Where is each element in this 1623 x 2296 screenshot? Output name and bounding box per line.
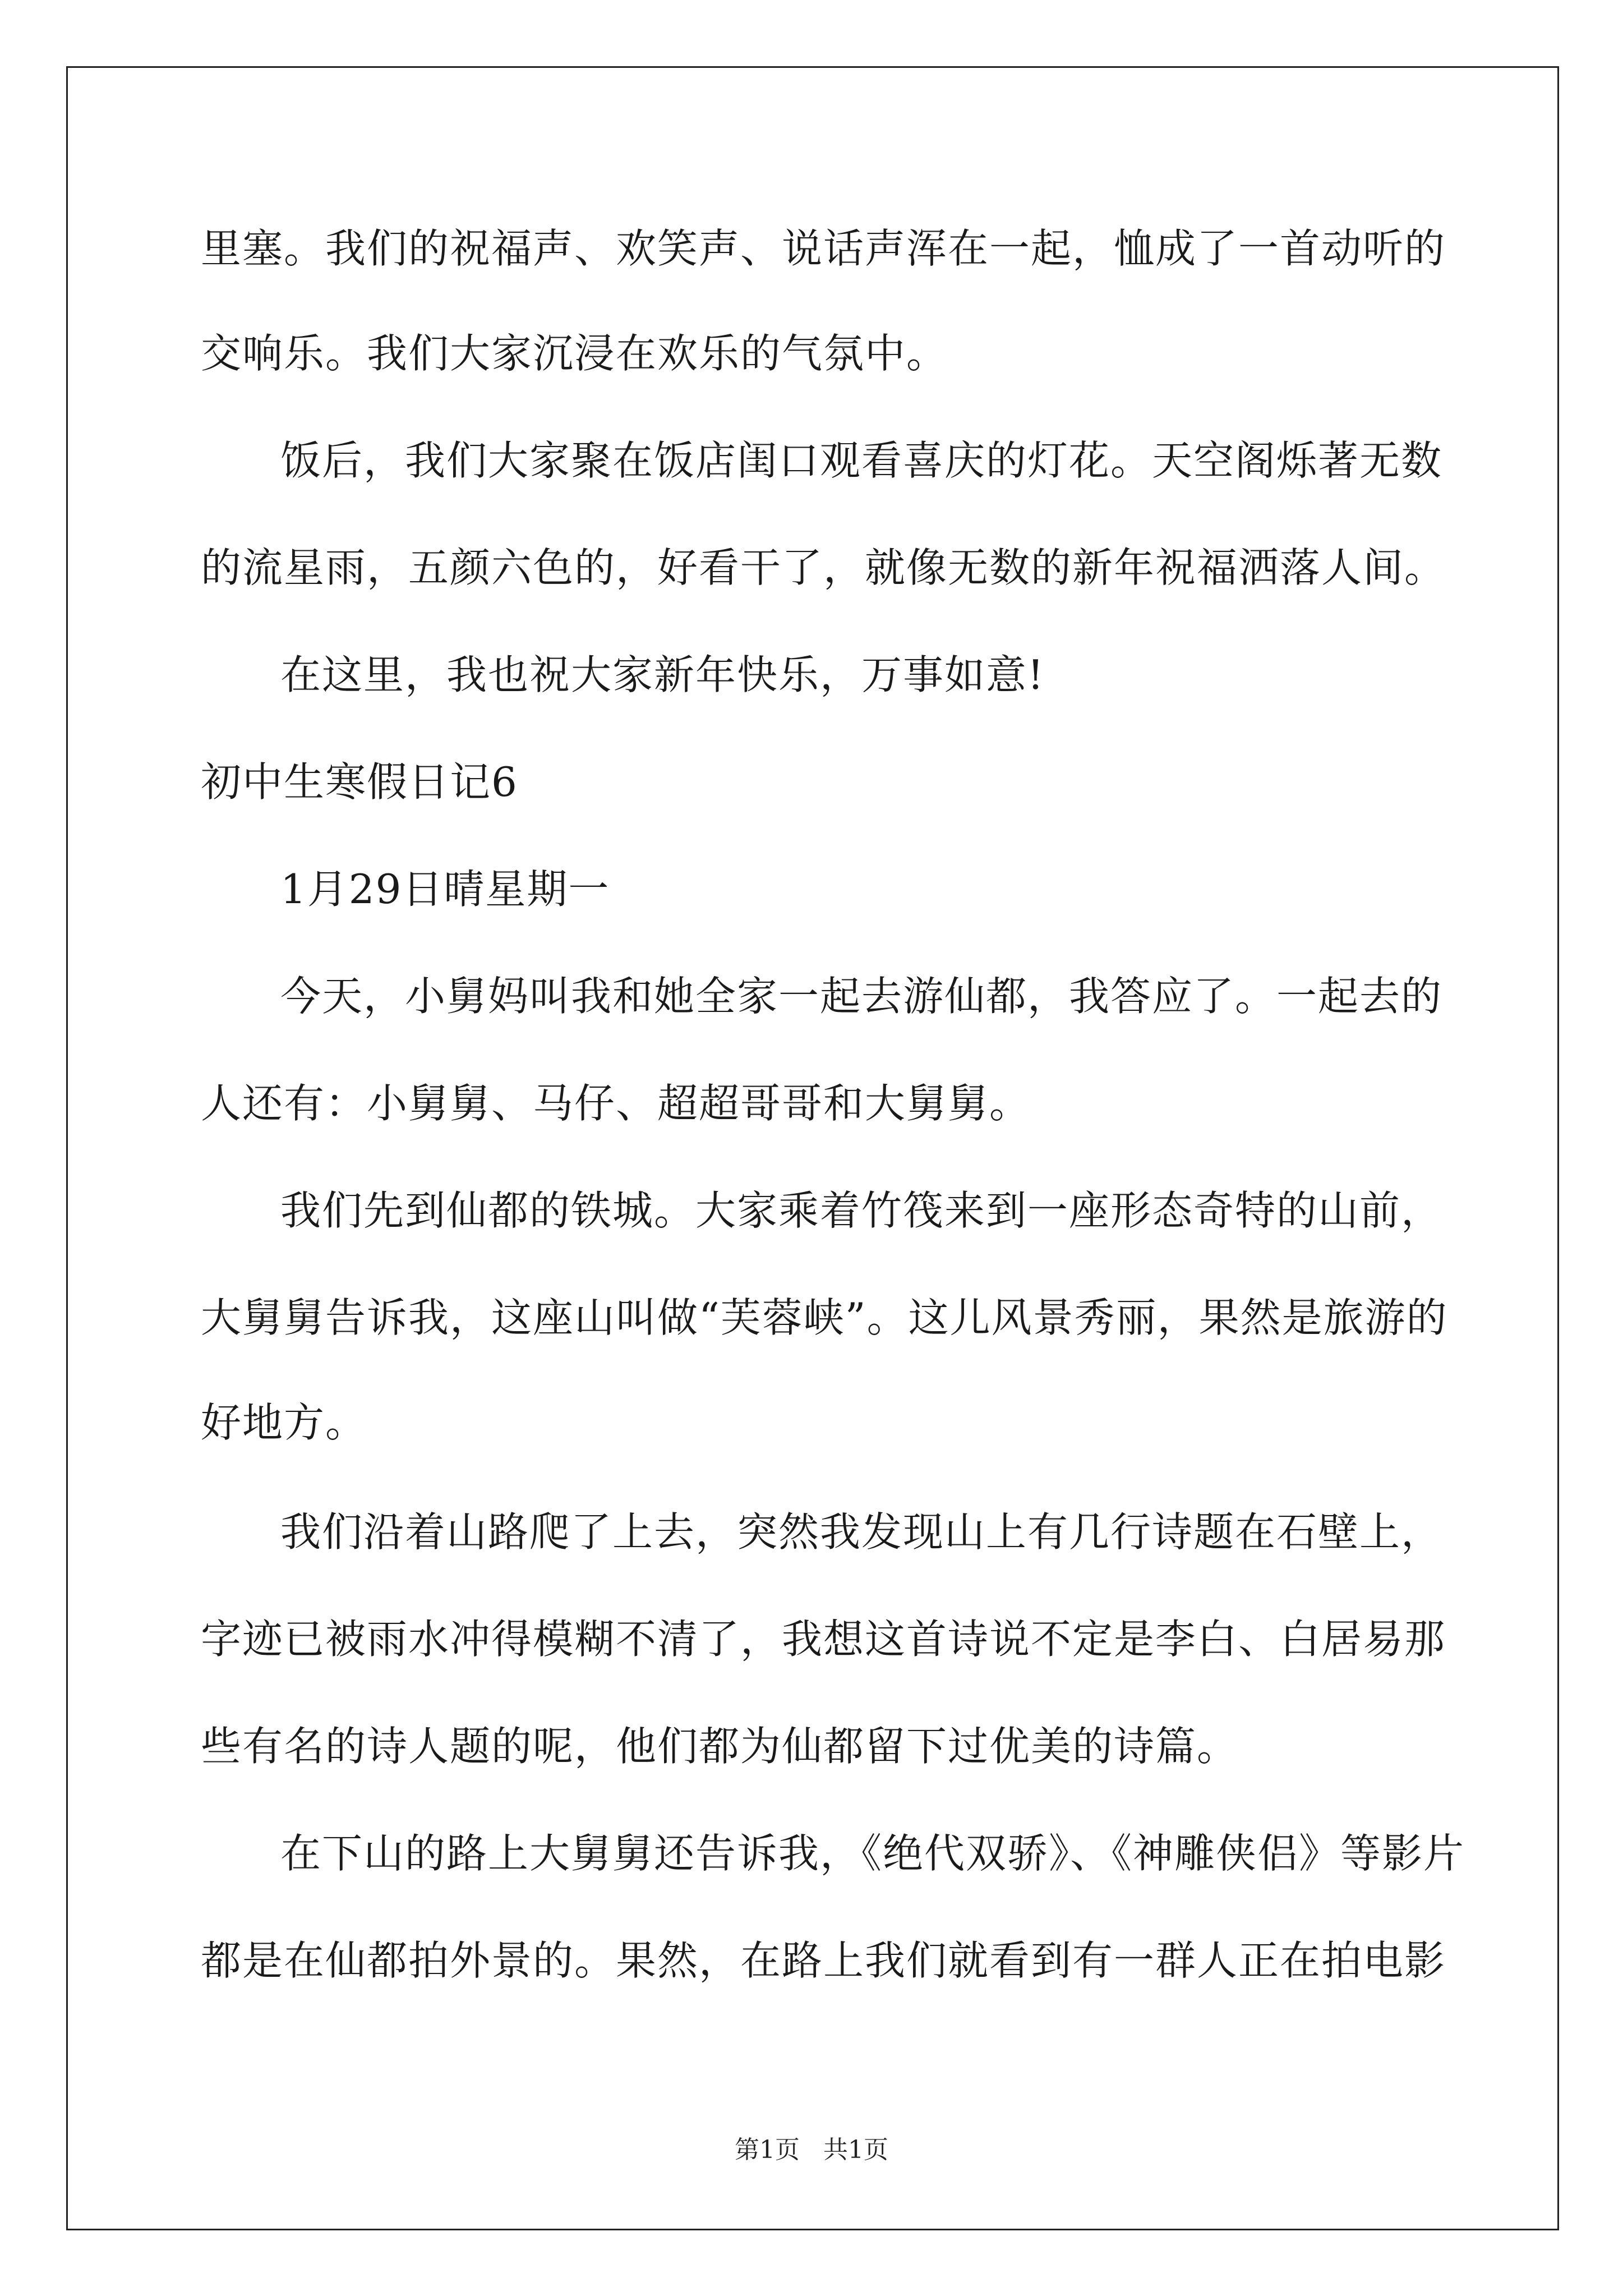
text-line-10: 我们先到仙都的铁城。大家乘着竹筏来到一座形态奇特的山前， [280, 1187, 1443, 1234]
text-line-9: 人还有：小舅舅、马仔、超超哥哥和大舅舅。 [201, 1080, 1031, 1127]
text-line-8: 今天，小舅妈叫我和她全家一起去游仙都，我答应了。一起去的 [280, 973, 1443, 1020]
text-line-2: 交响乐。我们大家沉浸在欢乐的气氛中。 [201, 330, 948, 377]
page-footer [0, 2133, 1623, 2167]
text-line-3: 饭后，我们大家聚在饭店闺口观看喜庆的灯花。天空阁烁著无数 [280, 437, 1443, 484]
page-border [66, 66, 1559, 2230]
section-heading: 初中生寒假日记6 [201, 758, 518, 806]
text-line-11: 大舅舅告诉我，这座山叫做“芙蓉峡”。这儿风景秀丽，果然是旅游的 [201, 1294, 1448, 1341]
text-line-12: 好地方。 [201, 1399, 367, 1446]
text-line-17: 都是在仙都拍外景的。果然，在路上我们就看到有一群人正在拍电影 [201, 1937, 1446, 1984]
text-line-13: 我们沿着山路爬了上去，突然我发现山上有几行诗题在石壁上， [280, 1508, 1443, 1556]
text-line-15: 些有名的诗人题的呢，他们都为仙都留下过优美的诗篇。 [201, 1723, 1239, 1770]
text-line-14: 字迹已被雨水冲得模糊不清了，我想这首诗说不定是李白、白居易那 [201, 1616, 1446, 1663]
text-line-16: 在下山的路上大舅舅还告诉我，《绝代双骄》、《神雕侠侣》等影片 [280, 1830, 1465, 1877]
page-number: 第1页 [735, 2136, 800, 2164]
page-total: 共1页 [823, 2136, 888, 2164]
text-line-1: 里塞。我们的祝福声、欢笑声、说话声浑在一起，恤成了一首动听的 [201, 225, 1446, 272]
text-line-5: 在这里，我也祝大家新年快乐，万事如意! [280, 651, 1045, 698]
text-line-4: 的流星雨，五颜六色的，好看干了，就像无数的新年祝福洒落人间。 [201, 544, 1446, 591]
diary-date-line: 1月29日晴星期一 [280, 866, 610, 913]
